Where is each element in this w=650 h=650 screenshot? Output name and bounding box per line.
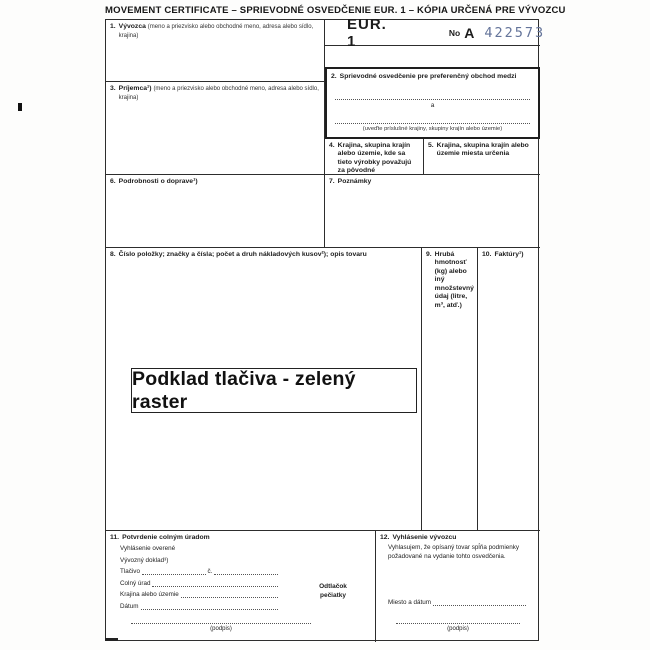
box-3-label: Príjemca¹) (meno a priezvisko alebo obchodné meno, adresa alebo sídlo, krajina) [118,85,319,101]
box-1-exporter [106,20,325,81]
box-number: 1. [110,23,116,30]
box-number: 3. [110,85,116,92]
eur1-form [105,15,546,641]
box-number: 10. [482,251,492,258]
signature-area-exporter: (podpis) [396,623,520,632]
box-number: 2. [331,73,337,80]
box-number: 8. [110,251,116,258]
box-number: 6. [110,178,116,185]
box-4-origin-country [325,139,424,174]
box-11-customs-endorsement [106,530,376,642]
row-date: Dátum [120,603,280,610]
box-12-label: Vyhlásenie vývozcu [392,534,457,541]
box-12-declaration-text: Vyhlasujem, že opísaný tovar spĺňa podmienky požadované na vydanie tohto osvedčenia. [388,544,520,560]
box-1-label: Vývozca (meno a priezvisko alebo obchodné meno, adresa alebo sídlo, krajina) [118,23,314,39]
dotted-line [152,580,278,587]
box-2-preferential-trade [325,67,540,139]
box-5-label: Krajina, skupina krajín alebo územie miesta určenia [436,142,529,158]
serial-header-box [325,15,546,50]
box-6-transport [106,174,325,247]
eur1-label: EUR. 1 [347,15,387,50]
dotted-line-country-2 [335,115,530,124]
stamp-imprint-label: Odtlačok pečiatky [319,583,347,599]
row-declaration-verified: Vyhlásenie overené [120,545,176,552]
dotted-line-country-1 [335,91,530,100]
dotted-line [181,591,278,598]
dotted-line [433,599,526,606]
print-base-note: Podklad tlačiva - zelený raster [131,368,417,413]
dotted-line [214,568,278,575]
box-12-exporter-declaration [376,530,540,642]
empty-strip [325,46,540,67]
box-2-label: Sprievodné osvedčenie pre preferenčný obchod medzi [339,73,517,80]
box-number: 4. [329,142,335,149]
row-form-number: Tlačivo č. [120,568,280,575]
box-number: 9. [426,251,432,258]
box-9-gross-mass [421,248,477,531]
signature-area-customs: (podpis) [131,623,311,632]
box-5-destination-country [424,139,540,174]
print-registration-mark [18,103,22,111]
box-8-label: Číslo položky; značky a čísla; počet a druh nákladových kusov²); opis tovaru [118,251,367,258]
box-4-label: Krajina, skupina krajín alebo územie, kde sa tieto výrobky považujú za pôvodné [337,142,412,175]
form-title: MOVEMENT CERTIFICATE – SPRIEVODNÉ OSVEDČENIE EUR. 1 – KÓPIA URČENÁ PRE VÝVOZCU [105,5,566,16]
box-number: 5. [428,142,434,149]
dotted-line [141,603,278,610]
signature-dotted-line [396,623,520,624]
serial-series-letter: A [464,24,475,41]
box-9-label: Hrubá hmotnosť (kg) alebo iný množstevný údaj (litre, m³, atď.) [434,251,474,309]
box-10-invoices [477,248,540,531]
box-2-between: a [430,102,435,110]
serial-no-label: No [448,27,461,38]
box-number: 11. [110,534,120,541]
box-7-remarks [325,174,540,247]
row-place-date: Miesto a dátum [388,599,528,606]
box-2-hint: (uveďte príslušné krajiny, skupiny krajín alebo územie) [362,126,503,133]
box-number: 12. [380,534,390,541]
box-3-consignee [106,81,325,174]
box-11-label: Potvrdenie colným úradom [122,534,210,541]
box-6-label: Podrobnosti o doprave¹) [118,178,198,185]
box-7-label: Poznámky [337,178,372,185]
row-export-document: Vývozný doklad³) [120,556,169,564]
serial-number: 422573 [484,24,546,41]
row-country-territory: Krajina alebo územie [120,591,280,598]
row-customs-office: Colný úrad [120,580,280,587]
box-number: 7. [329,178,335,185]
dotted-line [142,568,206,575]
signature-dotted-line [131,623,311,624]
box-10-label: Faktúry¹) [494,251,524,258]
